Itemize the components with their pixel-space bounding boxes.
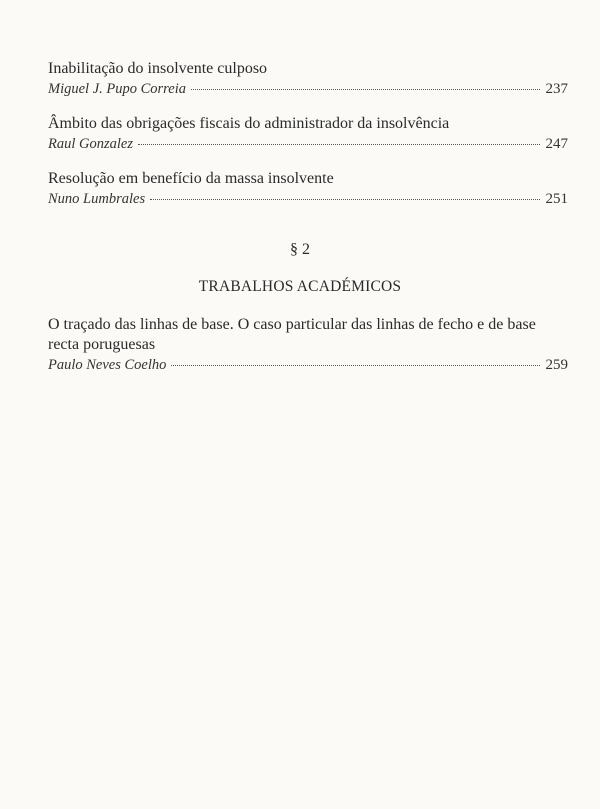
- entry-author-line: [48, 80, 568, 99]
- entry-author: Raul Gonzalez: [48, 136, 133, 152]
- section-mark: § 2: [290, 241, 310, 258]
- entry-title: Resolução em benefício da massa insolvente: [48, 170, 334, 187]
- toc-entry: [48, 114, 568, 154]
- toc-entry: [48, 59, 568, 99]
- toc-entry: [48, 315, 568, 375]
- section-heading: TRABALHOS ACADÉMICOS: [198, 278, 402, 295]
- entry-author-line: [48, 190, 568, 209]
- entry-page-number: 251: [545, 191, 568, 207]
- entry-author: Nuno Lumbrales: [48, 191, 146, 207]
- entry-author-line: [48, 135, 568, 154]
- entry-title: Inabilitação do insolvente culposo: [48, 60, 268, 77]
- entry-page-number: 247: [545, 136, 568, 152]
- entry-page-number: 237: [545, 81, 568, 97]
- dot-leader: [138, 144, 540, 145]
- entry-title-line-1: O traçado das linhas de base. O caso particular das linhas de fecho e de base: [48, 316, 536, 333]
- entry-author: Miguel J. Pupo Correia: [48, 81, 186, 97]
- dot-leader: [150, 199, 539, 200]
- entry-page-number: 259: [545, 357, 568, 373]
- toc-entry: [48, 169, 568, 209]
- entry-author-line: [48, 356, 568, 375]
- entry-author: Paulo Neves Coelho: [48, 357, 167, 373]
- dot-leader: [191, 89, 540, 90]
- entry-title-line-2: recta poruguesas: [48, 336, 156, 353]
- entry-title: Âmbito das obrigações fiscais do administrador da insolvência: [48, 115, 450, 132]
- dot-leader: [171, 365, 539, 366]
